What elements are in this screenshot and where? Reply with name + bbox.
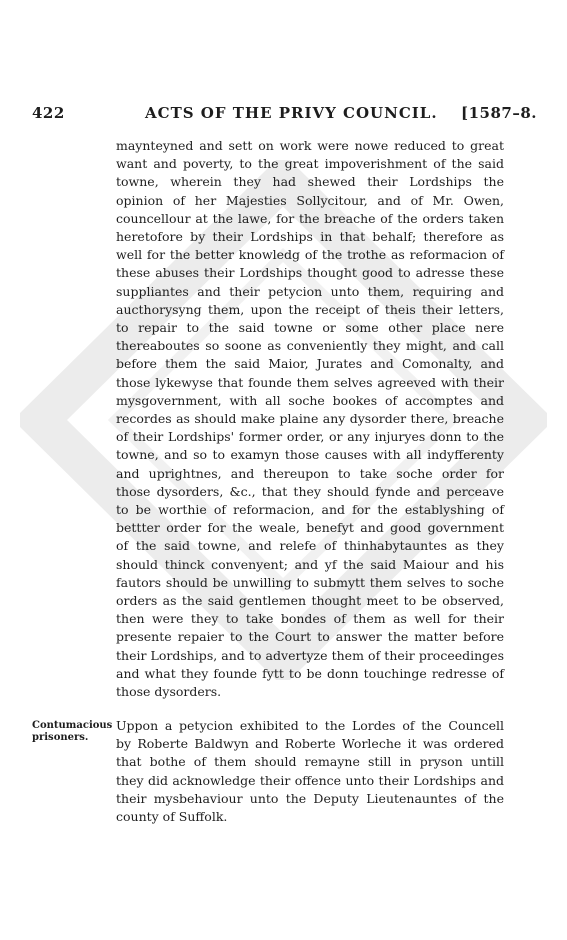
text-line: should thinck convenyent; and yf the said Maiour and his — [116, 556, 504, 572]
text-line: before them the said Maior, Jurates and Comonalty, and — [116, 356, 504, 372]
text-line: and uprightnes, and thereupon to take soche order for — [116, 465, 504, 481]
text-line: bettter order for the weale, benefyt and good government — [116, 520, 504, 536]
text-line: want and poverty, to the great impoverishment of the said — [116, 156, 504, 172]
paragraph-2 — [116, 717, 504, 826]
text-line: by Roberte Baldwyn and Roberte Worleche it was ordered — [116, 736, 504, 752]
text-line: Uppon a petycion exhibited to the Lordes of the Councell — [116, 718, 504, 733]
text-line: those dysorders, &c., that they should fynde and perceave — [116, 483, 504, 499]
text-line: their Lordships, and to advertyze them of their proceedinges — [116, 647, 504, 663]
text-line: fautors should be unwilling to submytt them selves to soche — [116, 574, 504, 590]
running-title: ACTS OF THE PRIVY COUNCIL. — [145, 104, 438, 122]
text-line: well for the better knowledg of the trothe as reformacion of — [116, 247, 504, 263]
text-line: thereaboutes so soone as conveniently they might, and call — [116, 338, 504, 354]
running-date: [1587–8. — [460, 104, 537, 122]
text-line: their mysbehaviour unto the Deputy Lieutenauntes of the — [116, 790, 504, 806]
margin-note: Contumacious prisoners. — [32, 720, 113, 743]
text-line: of the said towne, and relefe of thinhabytauntes as they — [116, 538, 504, 554]
text-line: those dysorders. — [116, 684, 222, 700]
text-line: county of Suffolk. — [116, 809, 228, 825]
text-line: towne, and so to examyn those causes with all indyfferenty — [116, 447, 504, 463]
text-line: these abuses their Lordships thought good to adresse these — [116, 265, 504, 281]
text-line: maynteyned and sett on work were nowe reduced to great — [116, 138, 504, 153]
text-line: suppliantes and their petycion unto them, requiring and — [116, 283, 504, 299]
page-number: 422 — [32, 104, 65, 122]
paragraph-1 — [116, 137, 504, 701]
text-line: to repair to the said towne or some other place nere — [116, 320, 504, 336]
text-line: to be worthie of reformacion, and for the establyshing of — [116, 502, 504, 518]
text-line: those lykewyse that founde them selves agreeved with their — [116, 374, 504, 390]
text-line: orders as the said gentlemen thought meet to be observed, — [116, 593, 504, 609]
text-line: aucthorysyng them, upon the receipt of theis their letters, — [116, 301, 504, 317]
text-line: and what they founde fytt to be donn touchinge redresse of — [116, 665, 504, 681]
text-line: of their Lordships' former order, or any injuryes donn to the — [116, 429, 504, 445]
text-line: opinion of her Majesties Sollycitour, and of Mr. Owen, — [116, 192, 504, 208]
text-line: heretofore by their Lordships in that behalf; therefore as — [116, 229, 504, 245]
text-line: that bothe of them should remayne still in pryson untill — [116, 754, 504, 770]
text-line: towne, wherein they had shewed their Lordships the — [116, 174, 504, 190]
text-line: they did acknowledge their offence unto their Lordships and — [116, 772, 504, 788]
text-line: mysgovernment, with all soche bookes of accomptes and — [116, 392, 504, 408]
text-line: presente repaier to the Court to answer the matter before — [116, 629, 504, 645]
text-line: recordes as should make plaine any dysorder there, breache — [116, 411, 504, 427]
text-line: then were they to take bondes of them as well for their — [116, 611, 504, 627]
text-line: councellour at the lawe, for the breache of the orders taken — [116, 210, 504, 226]
page-header — [32, 104, 537, 128]
